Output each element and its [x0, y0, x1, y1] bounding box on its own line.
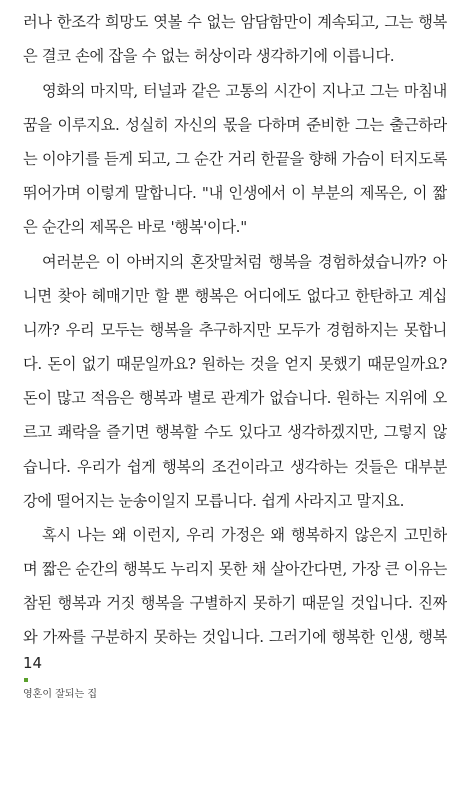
page-number: 14: [23, 654, 43, 672]
text-line: 는 이야기를 듣게 되고, 그 순간 거리 한끝을 향해 가슴이 터지도록: [23, 150, 447, 168]
text-line: 러나 한조각 희망도 엿볼 수 없는 암담함만이 계속되고, 그는 행복: [23, 13, 447, 31]
text-line: 와 가짜를 구분하지 못하는 것입니다. 그러기에 행복한 인생, 행복: [23, 628, 447, 646]
text-line: 니까? 우리 모두는 행복을 추구하지만 모두가 경험하지는 못합니: [23, 321, 447, 339]
text-line: 다. 돈이 없기 때문일까요? 원하는 것을 얻지 못했기 때문일까요?: [23, 355, 447, 373]
text-line: 강에 떨어지는 눈송이일지 모릅니다. 쉽게 사라지고 말지요.: [23, 492, 405, 510]
text-line: 은 순간의 제목은 바로 '행복'이다.": [23, 218, 247, 236]
text-line: 며 짧은 순간의 행복도 누리지 못한 채 살아간다면, 가장 큰 이유는: [23, 560, 447, 578]
text-line: 혹시 나는 왜 이런지, 우리 가정은 왜 행복하지 않은지 고민하: [42, 526, 447, 544]
text-line: 뛰어가며 이렇게 말합니다. "내 인생에서 이 부분의 제목은, 이 짧: [23, 184, 447, 202]
text-line: 습니다. 우리가 쉽게 행복의 조건이라고 생각하는 것들은 대부분: [23, 458, 447, 476]
running-title: 영혼이 잘되는 집: [23, 689, 97, 700]
text-line: 참된 행복과 거짓 행복을 구별하지 못하기 때문일 것입니다. 진짜: [23, 594, 447, 612]
text-line: 니면 찾아 헤매기만 할 뿐 행복은 어디에도 없다고 한탄하고 계십: [23, 287, 447, 305]
text-line: 은 결코 손에 잡을 수 없는 허상이라 생각하기에 이릅니다.: [23, 47, 395, 65]
text-line: 돈이 많고 적음은 행복과 별로 관계가 없습니다. 원하는 지위에 오: [23, 389, 447, 407]
text-line: 꿈을 이루지요. 성실히 자신의 몫을 다하며 준비한 그는 출근하라: [23, 116, 447, 134]
text-line: 르고 쾌락을 즐기면 행복할 수도 있다고 생각하겠지만, 그렇지 않: [23, 423, 447, 441]
green-square-marker-icon: [24, 678, 28, 682]
text-line: 여러분은 이 아버지의 혼잣말처럼 행복을 경험하셨습니까? 아: [42, 253, 447, 271]
text-line: 영화의 마지막, 터널과 같은 고통의 시간이 지나고 그는 마침내: [42, 82, 447, 100]
